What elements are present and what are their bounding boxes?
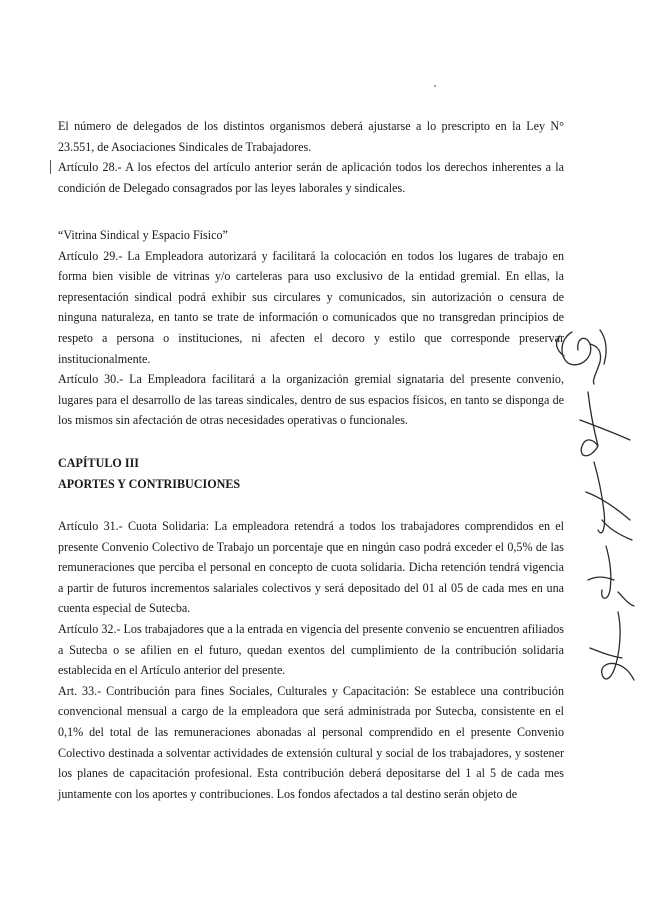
margin-mark	[50, 160, 51, 174]
scan-dot	[434, 85, 436, 87]
paragraph-delegados: El número de delegados de los distintos organismos deberá ajustarse a lo prescripto en la Ley N° 23.551, de Asociaciones Sindicales de Trabajadores.	[58, 119, 564, 154]
margin-signatures	[550, 0, 660, 900]
paragraph-articulo-30: Artículo 30.- La Empleadora facilitará a la organización gremial signataria del presente convenio, lugares para el desarrollo de las tareas sindicales, dentro de sus espacios físicos, en tanto se disponga de los mismos sin afectación de otras necesidades operativas o funcionales.	[58, 372, 564, 428]
section-title-vitrina: “Vitrina Sindical y Espacio Físico”	[58, 227, 228, 242]
paragraph-articulo-33: Art. 33.- Contribución para fines Sociales, Culturales y Capacitación: Se establece una contribución convencional mensual a cargo de la empleadora que será administrada por Sutecba, consistente en el 0,1% del total de las remuneraciones abonadas al personal comprendido en el presente Convenio Colectivo destinada a solventar actividades de extensión cultural y social de los trabajadores, y sostener los planes de capacitación profesional. Esta contribución deberá depositarse del 1 al 5 de cada mes juntamente con los aportes y contribuciones. Los fondos afectados a tal destino serán objeto de	[58, 683, 564, 801]
paragraph-articulo-31: Artículo 31.- Cuota Solidaria: La empleadora retendrá a todos los trabajadores comprendidos en el presente Convenio Colectivo de Trabajo un porcentaje que en ningún caso podrá exceder el 0,5% de las remuneraciones que perciba el personal en concepto de cuota solidaria. Dicha retención tendrá vigencia a partir de futuros incrementos salariales colectivos y será depositado del 01 al 05 de cada mes en una cuenta especial de Sutecba.	[58, 519, 564, 616]
chapter-title: APORTES Y CONTRIBUCIONES	[58, 476, 241, 491]
signature-4	[588, 546, 634, 606]
signature-2	[580, 392, 630, 456]
paragraph-articulo-32: Artículo 32.- Los trabajadores que a la entrada en vigencia del presente convenio se encuentren afiliados a Sutecba o se afilien en el futuro, quedan exentos del cumplimiento de la contribución solidaria establecida en el Artículo anterior del presente.	[58, 622, 564, 678]
signature-5	[590, 612, 634, 680]
signature-3	[586, 462, 632, 540]
document-body	[58, 116, 564, 804]
paragraph-articulo-28: Artículo 28.- A los efectos del artículo anterior serán de aplicación todos los derechos inherentes a la condición de Delegado consagrados por las leyes laborales y sindicales.	[58, 160, 564, 195]
paragraph-articulo-29: Artículo 29.- La Empleadora autorizará y facilitará la colocación en todos los lugares de trabajo en forma bien visible de vitrinas y/o carteleras para uso exclusivo de la entidad gremial. En ellas, la representación sindical podrá exhibir sus circulares y comunicados, sin autorización o censura de ninguna naturaleza, en tanto se trate de información o comunicados que no transgredan principios de respeto a persona o instituciones, ni afecten el decoro y estilo que corresponde preservar institucionalmente.	[58, 248, 564, 366]
chapter-number: CAPÍTULO III	[58, 455, 139, 470]
